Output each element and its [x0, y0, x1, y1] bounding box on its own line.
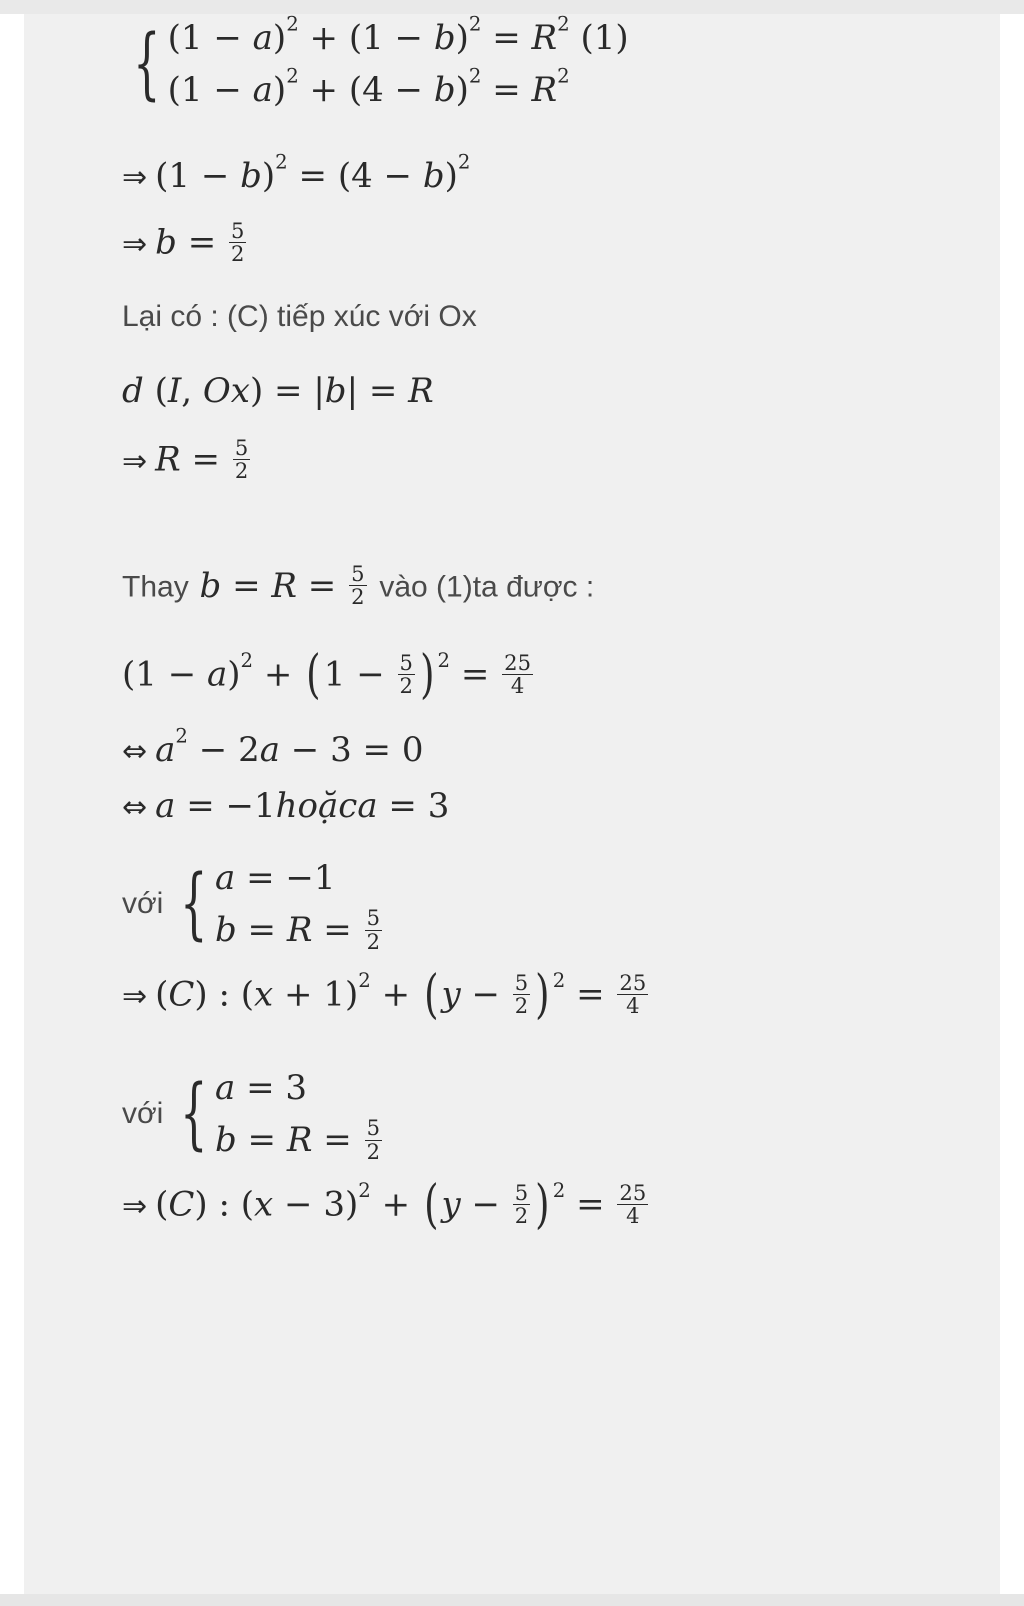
solve-a-step-2: ⇔ $a^2 - 2a - 3 = 0$ [122, 724, 424, 770]
system-brace: { [180, 859, 208, 949]
top-strip [0, 0, 1024, 14]
case-1-b: b = R = $\frac{5}{2}$ [214, 905, 380, 954]
content-panel [24, 14, 1000, 1594]
intro-system [122, 14, 629, 116]
case-2-b: b = R = $\frac{5}{2}$ [214, 1115, 380, 1164]
case-1-label: với [122, 887, 164, 920]
case-1-a: a = −1 [214, 858, 336, 898]
case-1-system [122, 852, 384, 956]
solve-a-step-3: ⇔ a = −1hoặca = 3 [122, 786, 450, 826]
implies-icon: ⇒ [122, 160, 148, 195]
case-2-a: a = 3 [214, 1068, 308, 1108]
system-row-2: $(1 - a)^2 + (4 - b)^2 = R^2$ [167, 64, 570, 110]
derive-b-step-1: ⇒ $(1 - b)^2 = (4 - b)^2$ [122, 150, 471, 196]
system-brace: { [180, 1069, 208, 1159]
case-2-label: với [122, 1097, 164, 1130]
substitute-line: Thay b = R = $\frac{5}{2}$ vào (1)ta được : [122, 561, 595, 610]
system-brace: { [133, 19, 161, 109]
implies-icon: ⇒ [122, 443, 148, 479]
bottom-strip [0, 1594, 1024, 1606]
system-row-1: $(1 - a)^2 + (1 - b)^2 = R^2$ (1) [167, 14, 629, 58]
case-2-system [122, 1062, 384, 1166]
case-1-result: ⇒ (C) : $(x + 1)^2 + (y$ − $\frac{5}{2}$ ) $^2$ = $\frac{25}{4}$ [122, 964, 647, 1025]
tangent-step-1: d (I, Ox) = |b| = R [122, 371, 434, 411]
implies-icon: ⇒ [122, 978, 148, 1014]
equivalent-icon: ⇔ [122, 790, 148, 825]
implies-icon: ⇒ [122, 226, 148, 262]
solve-a-step-1: $(1 - a)^2 + (1$ − $\frac{5}{2}$ ) $^2$ = $\frac{25}{4}$ [122, 644, 531, 705]
tangent-text: Lại có : (C) tiếp xúc với Ox [122, 300, 477, 333]
substitute-after: vào (1)ta được : [379, 570, 595, 604]
case-2-result: ⇒ (C) : $(x - 3)^2 + (y$ − $\frac{5}{2}$ ) $^2$ = $\frac{25}{4}$ [122, 1174, 647, 1235]
tangent-step-2: ⇒ R = $\frac{5}{2}$ [122, 435, 249, 484]
implies-icon: ⇒ [122, 1188, 148, 1224]
equivalent-icon: ⇔ [122, 734, 148, 769]
derive-b-step-2: ⇒ b = $\frac{5}{2}$ [122, 218, 245, 267]
substitute-before: Thay [122, 570, 189, 604]
